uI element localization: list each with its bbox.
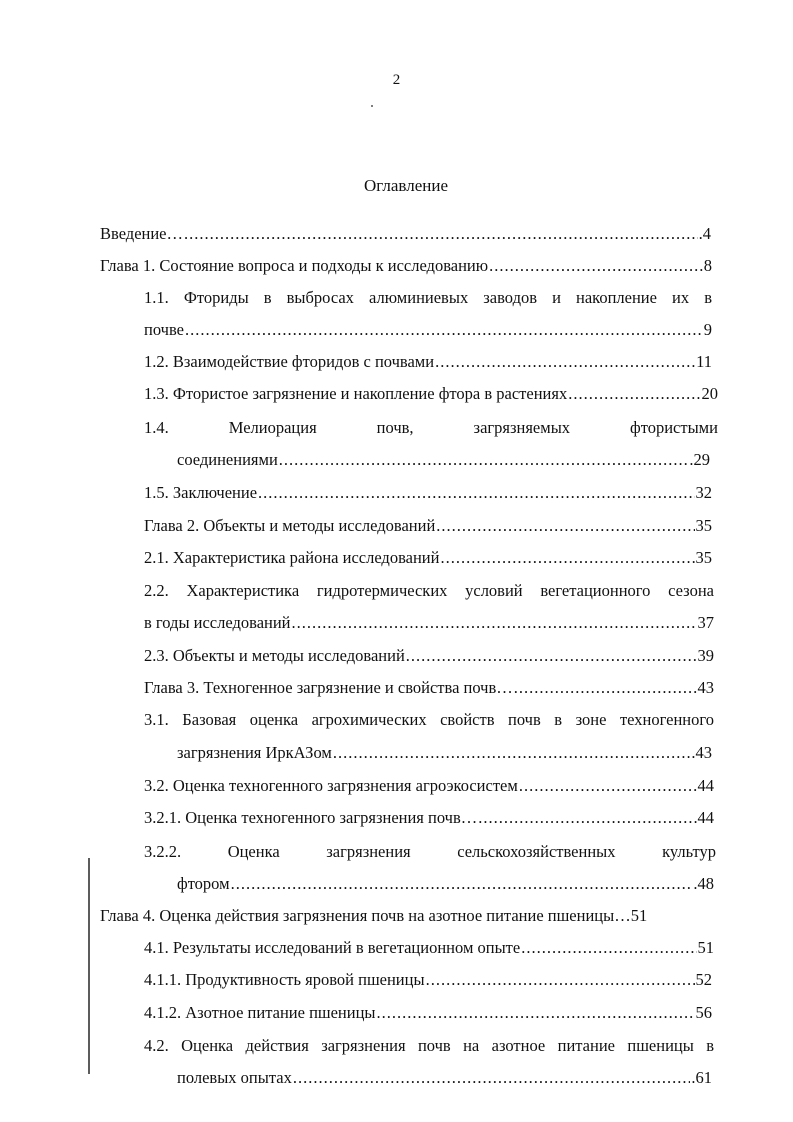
toc-entry-text: 2.3. Объекты и методы исследований bbox=[144, 646, 405, 665]
toc-entry-1-5[interactable] bbox=[144, 481, 712, 505]
toc-entry-chapter-2[interactable] bbox=[144, 514, 712, 538]
toc-entry-2-1[interactable] bbox=[144, 546, 712, 570]
toc-entry-page: 35 bbox=[695, 516, 712, 535]
toc-entry-3-2-1[interactable] bbox=[144, 806, 714, 830]
toc-entry-text: Глава 4. Оценка действия загрязнения почв на азотное питание пшеницы… bbox=[100, 906, 631, 925]
dot-leader bbox=[377, 1001, 695, 1025]
toc-entry-text: Введение… bbox=[100, 224, 184, 243]
dot-leader bbox=[333, 741, 691, 765]
toc-entry-text: 4.2. Оценка действия загрязнения почв на азотное питание пшеницы в bbox=[144, 1036, 714, 1055]
toc-entry-text: Глава 1. Состояние вопроса и подходы к исследованию bbox=[100, 256, 489, 275]
toc-entry-text: 2.2. Характеристика гидротермических условий вегетационного сезона bbox=[144, 581, 714, 600]
toc-entry-page: .4 bbox=[698, 224, 711, 243]
dot-leader bbox=[440, 546, 694, 570]
toc-entry-page: .29 bbox=[689, 450, 710, 469]
dot-leader bbox=[231, 872, 693, 896]
toc-entry-text: Глава 3. Техногенное загрязнение и свойства почв… bbox=[144, 678, 513, 697]
dot-leader bbox=[435, 350, 695, 374]
toc-entry-text-cont: фтором bbox=[177, 874, 230, 893]
toc-entry-1-4[interactable] bbox=[144, 416, 718, 440]
toc-entry-page: .43 bbox=[691, 743, 712, 762]
dot-leader bbox=[406, 644, 697, 668]
toc-entry-page: 39 bbox=[697, 646, 714, 665]
toc-entry-3-1[interactable] bbox=[144, 708, 714, 732]
toc-entry-3-1-continuation[interactable] bbox=[177, 741, 712, 765]
toc-entry-word: сельскохозяйственных bbox=[457, 842, 616, 861]
toc-entry-word: почв, bbox=[376, 418, 414, 437]
toc-entry-1-4-continuation[interactable] bbox=[177, 448, 710, 472]
toc-entry-page: 11 bbox=[696, 352, 712, 371]
toc-entry-4-1[interactable] bbox=[144, 936, 714, 960]
toc-entry-page: 56 bbox=[695, 1003, 712, 1022]
dot-leader bbox=[489, 254, 703, 278]
toc-entry-1-1-continuation[interactable] bbox=[144, 318, 712, 342]
toc-entry-2-3[interactable] bbox=[144, 644, 714, 668]
toc-entry-text-cont: полевых опытах bbox=[177, 1068, 292, 1087]
toc-entry-page: .61 bbox=[691, 1068, 712, 1087]
toc-entry-word: загрязняемых bbox=[473, 418, 571, 437]
toc-entry-text: 1.3. Фтористое загрязнение и накопление фтора в растениях bbox=[144, 384, 568, 403]
dot-leader bbox=[185, 318, 703, 342]
scan-margin-line bbox=[88, 858, 90, 1074]
dot-leader bbox=[519, 774, 697, 798]
toc-entry-chapter-4[interactable] bbox=[100, 904, 714, 928]
toc-entry-text: 1.2. Взаимодействие фторидов с почвами bbox=[144, 352, 435, 371]
dot-leader bbox=[521, 936, 696, 960]
toc-entry-page: 44 bbox=[697, 776, 714, 795]
toc-entry-4-2[interactable] bbox=[144, 1034, 714, 1058]
toc-entry-chapter-3[interactable] bbox=[144, 676, 714, 700]
toc-entry-page: 52 bbox=[695, 970, 712, 989]
dot-leader bbox=[279, 448, 689, 472]
dot-leader bbox=[436, 514, 694, 538]
dot-leader bbox=[258, 481, 694, 505]
dot-leader bbox=[478, 806, 696, 830]
toc-entry-4-2-continuation[interactable] bbox=[177, 1066, 712, 1090]
toc-entry-text: 4.1. Результаты исследований в вегетационном опыте bbox=[144, 938, 521, 957]
dot-leader bbox=[426, 968, 695, 992]
toc-entry-page: 51 bbox=[630, 906, 648, 925]
dot-leader bbox=[568, 382, 700, 406]
toc-entry-2-2-continuation[interactable] bbox=[144, 611, 714, 635]
toc-entry-page: 32 bbox=[695, 483, 712, 502]
toc-entry-page: 37 bbox=[697, 613, 714, 632]
toc-title: Оглавление bbox=[364, 176, 448, 195]
toc-entry-3-2[interactable] bbox=[144, 774, 714, 798]
toc-entry-page: 51 bbox=[697, 938, 714, 957]
toc-entry-1-1[interactable] bbox=[144, 286, 712, 310]
toc-entry-3-2-2-continuation[interactable] bbox=[177, 872, 714, 896]
toc-entry-4-1-1[interactable] bbox=[144, 968, 712, 992]
toc-entry-page: 43 bbox=[697, 678, 714, 697]
toc-entry-page: 35 bbox=[695, 548, 712, 567]
toc-entry-text: 3.2.1. Оценка техногенного загрязнения почв… bbox=[144, 808, 478, 827]
page-number: 2 bbox=[392, 72, 401, 88]
toc-entry-word: 3.2.2. bbox=[144, 842, 182, 861]
toc-entry-3-2-2[interactable] bbox=[144, 840, 716, 864]
toc-entry-text-cont: загрязнения ИркАЗом bbox=[177, 743, 332, 762]
toc-entry-page: 44 bbox=[697, 808, 714, 827]
scan-speck bbox=[371, 105, 373, 107]
toc-entry-text: 2.1. Характеристика района исследований bbox=[144, 548, 440, 567]
dot-leader bbox=[514, 676, 697, 700]
dot-leader bbox=[293, 1066, 691, 1090]
toc-entry-text: 3.1. Базовая оценка агрохимических свойств почв в зоне техногенного bbox=[144, 710, 714, 729]
toc-entry-1-3[interactable] bbox=[144, 382, 718, 406]
toc-entry-word: Мелиорация bbox=[228, 418, 317, 437]
toc-entry-text: Глава 2. Объекты и методы исследований bbox=[144, 516, 436, 535]
toc-entry-text: 1.1. Фториды в выбросах алюминиевых заводов и накопление их в bbox=[144, 288, 712, 307]
toc-entry-4-1-2[interactable] bbox=[144, 1001, 712, 1025]
toc-entry-text: 1.5. Заключение bbox=[144, 483, 258, 502]
dot-leader bbox=[184, 222, 698, 246]
toc-entry-text: 4.1.1. Продуктивность яровой пшеницы bbox=[144, 970, 425, 989]
toc-entry-page: 8 bbox=[703, 256, 712, 275]
toc-entry-word: Оценка bbox=[227, 842, 280, 861]
toc-entry-word: культур bbox=[662, 842, 716, 861]
toc-entry-text-cont: в годы исследований bbox=[144, 613, 291, 632]
toc-entry-2-2[interactable] bbox=[144, 579, 714, 603]
toc-entry-page: .48 bbox=[693, 874, 714, 893]
toc-entry-introduction[interactable] bbox=[100, 222, 711, 246]
dot-leader bbox=[292, 611, 697, 635]
toc-entry-1-2[interactable] bbox=[144, 350, 712, 374]
toc-entry-text: 4.1.2. Азотное питание пшеницы bbox=[144, 1003, 376, 1022]
toc-entry-text-cont: почве bbox=[144, 320, 184, 339]
toc-entry-text-cont: соединениями bbox=[177, 450, 278, 469]
toc-entry-page: 20 bbox=[701, 384, 718, 403]
toc-entry-page: 9 bbox=[703, 320, 712, 339]
toc-entry-word: загрязнения bbox=[326, 842, 411, 861]
toc-entry-chapter-1[interactable] bbox=[100, 254, 712, 278]
toc-entry-word: 1.4. bbox=[144, 418, 169, 437]
toc-entry-word: фтористыми bbox=[630, 418, 718, 437]
toc-entry-text: 3.2. Оценка техногенного загрязнения агроэкосистем bbox=[144, 776, 518, 795]
